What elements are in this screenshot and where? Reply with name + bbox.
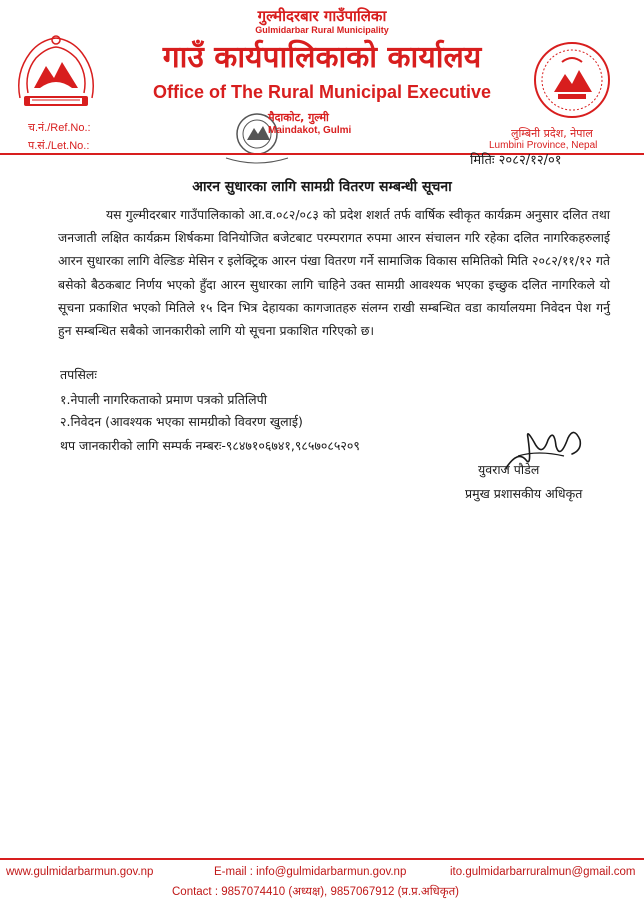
signatory-name: युवराज पौडेल xyxy=(478,462,540,477)
office-name-english: Office of The Rural Municipal Executive xyxy=(152,82,492,102)
signatory-title: प्रमुख प्रशासकीय अधिकृत xyxy=(465,486,583,501)
municipality-name-english: Gulmidarbar Rural Municipality xyxy=(255,25,389,35)
footer-email[interactable]: E-mail : info@gulmidarbarmun.gov.np xyxy=(214,866,407,878)
footer-website[interactable]: www.gulmidarbarmun.gov.np xyxy=(6,866,154,878)
footer-divider xyxy=(0,858,644,860)
letter-number-label: प.सं./Let.No.: xyxy=(28,140,90,152)
nepal-emblem-icon xyxy=(10,28,102,120)
province-english: Lumbini Province, Nepal xyxy=(489,140,598,151)
notice-body-text: यस गुल्मीदरबार गाउँपालिकाको आ.व.०८२/०८३ को प्रदेश शशर्त तर्फ वार्षिक स्वीकृत कार्यक्रम अनुसार दलित तथा जनजाती लक्षित कार्यक्रम शिर्षकमा विनियोजित बजेटबाट परम्परागत रुपमा आरन संचालन गरि रहेका दलित नागरिकहरुलाई आरन सुधारका लागि वेल्डिङ मेसिन र इलेक्ट्रिक आरन पंखा वितरण गर्ने सामाजिक विकास समितिको मिति २०८२/११/१२ गते बसेको बैठकबाट निर्णय भएको हुँदा आरन सुधारका लागि चाहिने उक्त सामग्री आवश्यक भएका इच्छुक दलित नागरिकले यो सूचना प्रकाशित भएको मितिले १५ दिन भित्र देहायका कागजातहरु संलग्न राखी सम्बन्धित वडा कार्यालयमा निवेदन पेश गर्नु हुन सम्बन्धित सबैको जानकारीको लागि यो सूचना प्रकाशित गरिएको छ। xyxy=(58,207,610,339)
office-name-nepali: गाउँ कार्यपालिकाको कार्यालय xyxy=(162,40,482,75)
notice-date: मितिः २०८२/१२/०१ xyxy=(470,153,562,168)
document-item-2: २.निवेदन (आवश्यक भएका सामग्रीको विवरण खुलाई) xyxy=(60,414,303,429)
municipality-name-nepali: गुल्मीदरबार गाउँपालिका xyxy=(257,7,387,25)
office-address-english: Maindakot, Gulmi xyxy=(268,125,352,136)
details-label: तपसिलः xyxy=(60,367,97,382)
contact-numbers: थप जानकारीको लागि सम्पर्क नम्बरः-९८४७१०६७४१,९८५७०८५२०९ xyxy=(60,438,360,453)
document-item-1: १.नेपाली नागरिकताको प्रमाण पत्रको प्रतिलिपी xyxy=(60,392,267,407)
ref-number-label: च.नं./Ref.No.: xyxy=(28,122,91,134)
office-seal-icon xyxy=(532,40,612,120)
office-address-nepali: मैदाकोट, गुल्मी xyxy=(268,111,329,124)
footer-email-secondary[interactable]: ito.gulmidarbarruralmun@gmail.com xyxy=(450,866,636,878)
province-nepali: लुम्बिनी प्रदेश, नेपाल xyxy=(511,127,593,140)
footer-contact: Contact : 9857074410 (अध्यक्ष), 9857067912 (प्र.प्र.अधिकृत) xyxy=(172,886,459,898)
notice-title: आरन सुधारका लागि सामग्री वितरण सम्बन्धी सूचना xyxy=(192,179,452,195)
notice-body xyxy=(58,203,610,342)
